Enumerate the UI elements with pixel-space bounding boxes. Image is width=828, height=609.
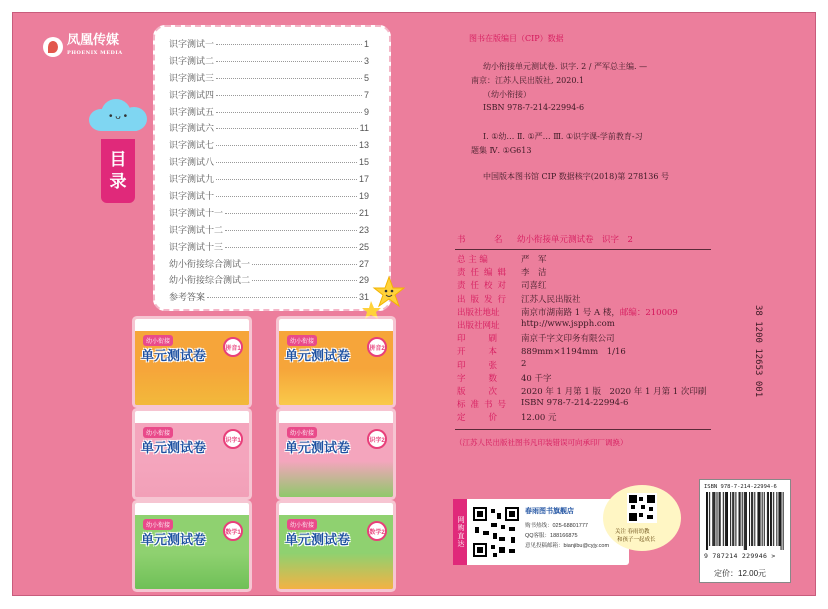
field-label: 开 本 [457,347,500,358]
divider [455,429,711,430]
toc-entry-label: 识字测试一 [169,39,215,49]
toc-leader [216,44,362,45]
toc-entry-page: 23 [358,224,369,235]
toc-entry-label: 参考答案 [169,292,206,303]
follow-line-1: 关注 春雨幼教 [615,529,650,535]
book-title: 单元测试卷 [141,440,207,455]
logo-sub: PHOENIX MEDIA [67,50,123,56]
toc-entry [169,105,369,122]
field-value [521,372,552,384]
toc-entry-label: 识字测试十 [169,191,215,202]
barcode-digits: 9 787214 229946 > [704,552,776,560]
field-value-text: http://www.jspph.com [521,319,615,329]
book-badge: 数学2 [367,521,387,541]
barcode-bar [751,492,752,546]
toc-entry [169,54,369,71]
barcode-bar [733,492,734,546]
toc-entry-label: 识字测试六 [169,123,215,134]
cip-line-4: ISBN 978-7-214-22994-6 [483,103,585,112]
barcode-icon [706,492,786,550]
barcode-bar [783,492,784,550]
field-value-text: 司喜红 [521,281,547,292]
book-badge: 识字1 [223,429,243,449]
cip-heading: 图书在版编目（CIP）数据 [469,34,564,43]
toc-entry-page: 27 [358,258,369,269]
store-name: 春雨图书旗舰店 [525,508,574,515]
toc-leader [216,78,362,79]
barcode-bar [707,492,708,550]
barcode-bar [760,492,761,546]
cip-line-2: 南京：江苏人民出版社, 2020.1 [471,76,585,85]
toc-entry [169,71,369,88]
logo-name: 凤凰传媒 [67,33,120,48]
toc-entry-page: 31 [358,292,369,303]
cip-line-5: Ⅰ. ①幼… Ⅱ. ①严… Ⅲ. ①识字课-学前教育-习 [483,132,643,141]
series-book-cover [135,411,249,497]
field-value-extra: 邮编：210009 [619,307,678,318]
toc-leader [216,128,358,129]
toc-entry-page: 1 [363,39,369,49]
toc-entry-label: 识字测试五 [169,106,215,117]
field-value [521,332,615,344]
vertical-code: 38 1200 12653 001 [753,305,763,398]
field-value [521,385,706,397]
field-label: 标准书号 [457,400,512,411]
toc-entry-page: 3 [363,55,369,66]
field-value [521,345,626,357]
series-book-cover [279,319,393,405]
barcode-bar [714,492,715,546]
field-value-text: 2020 年 1 月第 1 版 2020 年 1 月第 1 次印刷 [521,387,707,397]
misprint-notice: （江苏人民出版社图书凡印装错误可向承印厂调换） [455,438,628,447]
toc-entry-label: 识字测试十二 [169,224,224,235]
cloud-mascot-icon: • ᴗ • [89,97,149,133]
barcode-bar [745,492,746,550]
toc-tab-char-2: 录 [109,172,127,192]
toc-leader [216,179,357,180]
star-mascot-icon [358,275,405,319]
book-series: 幼小衔接 [143,335,173,346]
toc-entry-label: 识字测试十一 [169,207,224,218]
toc-leader [252,264,357,265]
wechat-qr-code-icon [627,493,657,523]
barcode-bar [771,492,772,546]
toc-leader [216,196,357,197]
book-title: 单元测试卷 [141,532,207,547]
field-label: 出版社地址 [457,307,500,318]
barcode-bar [752,492,753,546]
toc-leader [252,280,357,281]
barcode-bar [778,492,779,546]
barcode-bar [730,492,731,546]
barcode-bar [746,492,747,550]
barcode-bar [723,492,724,546]
toc-entry [169,223,369,240]
toc-tab-char-1: 目 [109,150,127,170]
toc-entry [169,290,369,307]
barcode-bar [773,492,774,546]
book-illustration [135,369,249,405]
store-email: 意见投稿邮箱：bianjibu@cyjy.com [525,543,610,549]
barcode-bar [754,492,755,546]
field-value-text: 江苏人民出版社 [521,294,581,305]
barcode-bar [706,492,707,550]
barcode-bar [720,492,721,546]
field-value-text: 2 [521,358,527,369]
book-illustration [135,553,249,589]
barcode-bar [732,492,733,546]
barcode-bar [757,492,758,546]
store-tab-label: 网购直达 [453,499,467,565]
barcode-bar [764,492,765,546]
wechat-follow-badge [603,479,685,561]
toc-leader [207,297,357,298]
divider [455,249,711,250]
barcode-bar [759,492,760,546]
field-value [521,306,678,318]
field-label: 印 张 [457,360,500,371]
field-label: 印 刷 [457,334,500,345]
field-label: 版 次 [457,387,500,397]
field-value-text: 严 军 [521,255,547,265]
barcode-bar [719,492,720,546]
toc-entry [169,37,369,54]
book-series: 幼小衔接 [287,519,317,530]
toc-leader [216,61,362,62]
field-value-text: ISBN 978-7-214-22994-6 [521,398,629,409]
toc-entry-label: 识字测试八 [169,157,215,168]
toc-entry-label: 识字测试九 [169,174,215,185]
toc-entry [169,257,369,274]
toc-leader [216,112,362,113]
field-label: 责任校对 [457,281,512,292]
field-value [521,279,547,291]
field-value-text: 889mm×1194mm 1/16 [521,347,626,358]
book-title: 单元测试卷 [141,348,207,363]
toc-leader [225,247,357,248]
toc-entry-label: 识字测试十三 [169,241,224,252]
toc-leader [225,230,357,231]
book-title: 单元测试卷 [285,348,351,363]
field-value-text: 南京市湖南路 1 号 A 楼， [521,307,620,318]
toc-entry-page: 13 [358,140,369,151]
field-value [521,359,526,369]
toc-tab [101,139,135,203]
toc-entry [169,189,369,206]
toc-entry [169,138,369,155]
barcode-bar [742,492,743,546]
barcode-bar [762,492,763,546]
barcode-bar [780,492,781,546]
store-qr-code-icon [471,505,521,559]
toc-entry-page: 19 [358,191,369,202]
barcode-bar [781,492,782,550]
field-label: 字 数 [457,373,500,384]
field-label: 出版发行 [457,294,512,305]
barcode-bar [725,492,726,546]
field-value [521,398,628,408]
field-value-text: 南京千字文印务有限公司 [521,334,615,345]
store-qq: QQ客服：188166875 [525,533,578,539]
table-of-contents [153,25,391,311]
book-series: 幼小衔接 [287,335,317,346]
barcode-bar [713,492,714,546]
back-cover [12,12,816,596]
toc-entry-label: 幼小衔接综合测试一 [169,258,251,269]
barcode-bar [717,492,718,546]
toc-entry [169,155,369,172]
book-badge: 数学1 [223,521,243,541]
series-book-cover [135,319,249,405]
isbn-barcode [699,479,791,583]
toc-entry-page: 29 [358,275,369,286]
barcode-bar [739,492,740,546]
barcode-price: 定价：12.00元 [714,569,767,578]
cip-line-6: 题集 Ⅳ. ①G613 [471,146,532,155]
barcode-bar [767,492,768,546]
barcode-bar [768,492,769,546]
toc-entry [169,273,369,290]
toc-entry-label: 识字测试二 [169,55,215,66]
toc-entry-page: 17 [358,174,369,185]
toc-entry-page: 7 [363,89,369,100]
field-label: 出版社网址 [457,321,500,331]
book-badge: 拼音1 [223,337,243,357]
book-title: 单元测试卷 [285,532,351,547]
series-book-cover [279,411,393,497]
toc-entry-label: 幼小衔接综合测试二 [169,275,251,286]
toc-entry-label: 识字测试三 [169,72,215,83]
barcode-bar [709,492,710,546]
toc-leader [216,95,362,96]
book-badge: 识字2 [367,429,387,449]
toc-entry-label: 识字测试七 [169,140,215,151]
book-illustration [135,461,249,497]
toc-leader [216,145,357,146]
series-book-cover [135,503,249,589]
barcode-bar [727,492,728,546]
field-label: 责任编辑 [457,268,512,279]
barcode-bar [770,492,771,546]
field-label: 定 价 [457,413,500,424]
toc-entry-label: 识字测试四 [169,89,215,100]
toc-entry [169,88,369,105]
field-value [521,293,581,305]
toc-entry-page: 5 [363,72,369,83]
store-phone: 购书热线：025-68801777 [525,523,588,529]
field-value-text: 12.00 元 [521,413,557,424]
toc-entry-page: 25 [358,241,369,252]
series-book-cover [279,503,393,589]
book-illustration [279,553,393,589]
barcode-isbn-text: ISBN 978-7-214-22994-6 [704,484,777,490]
toc-leader [216,162,357,163]
book-name-value: 幼小衔接单元测试卷 识字 2 [517,235,633,245]
field-value-text: 李 洁 [521,268,547,279]
toc-entry [169,206,369,223]
barcode-bar [735,492,736,546]
toc-leader [225,213,357,214]
barcode-bar [712,492,713,546]
toc-entry-page: 9 [363,106,369,117]
toc-entry-page: 11 [359,123,369,134]
cip-line-1: 幼小衔接单元测试卷. 识字. 2 / 严军总主编. — [483,62,648,71]
barcode-bar [740,492,741,546]
field-label: 总 主 编 [457,255,488,265]
field-value-text: 40 千字 [521,373,552,384]
phoenix-logo-icon [43,37,63,57]
toc-entry [169,172,369,189]
publisher-logo [43,35,123,59]
book-series: 幼小衔接 [287,427,317,438]
follow-line-2: 和孩子一起成长 [617,537,656,543]
toc-entry [169,121,369,138]
field-value [521,266,547,278]
book-series: 幼小衔接 [143,519,173,530]
cip-line-7: 中国版本图书馆 CIP 数据核字(2018)第 278136 号 [483,172,669,181]
toc-entry-page: 21 [358,207,369,218]
book-name-label: 书 名 [457,235,513,245]
book-illustration [279,369,393,405]
barcode-bar [726,492,727,546]
book-title: 单元测试卷 [285,440,351,455]
cip-line-3: （幼小衔接） [483,90,531,99]
barcode-bar [744,492,745,550]
barcode-bar [776,492,777,546]
book-illustration [279,461,393,497]
field-value [521,319,615,329]
book-series: 幼小衔接 [143,427,173,438]
field-value [521,253,547,265]
barcode-bar [749,492,750,546]
field-value [521,411,557,423]
toc-entry-page: 15 [358,157,369,168]
book-badge: 拼音2 [367,337,387,357]
toc-entry [169,240,369,257]
